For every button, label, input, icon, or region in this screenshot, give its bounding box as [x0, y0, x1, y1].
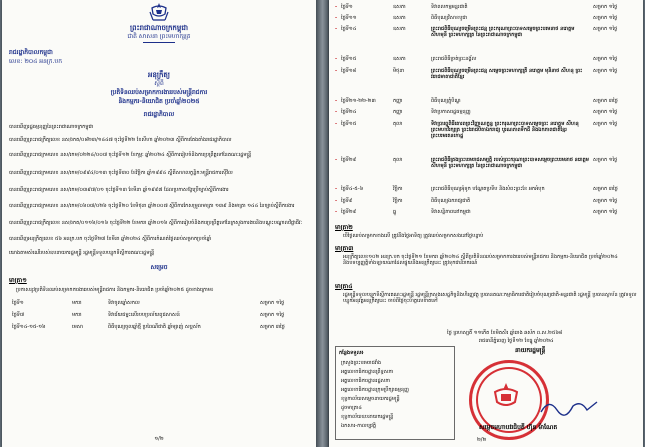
consideration-item: បានឃើញរដ្ឋធម្មនុញ្ញនៃព្រះរាជាណាចក្រកម្ពុជា	[9, 124, 94, 130]
holiday-name: ពិធីបុណ្យវិសាខបូជា	[431, 15, 468, 21]
holiday-row: - ថ្ងៃទី៩ វិច្ឆិកា ពិធីបុណ្យឯករាជ្យជាតិ សម្រាក ១ថ្ងៃ	[335, 198, 618, 204]
document-title-line-1: ប្រតិទិនឈប់សម្រាកការងាររបស់មន្ត្រីរាជការ	[110, 89, 208, 96]
holiday-date: ថ្ងៃទី៤-៥-៦	[341, 186, 364, 192]
recipient-item: ក្រសួងព្រះបរមរាជវាំង	[341, 360, 382, 366]
holiday-days: សម្រាក ១ថ្ងៃ	[593, 56, 618, 62]
holiday-days: សម្រាក ១ថ្ងៃ	[593, 68, 618, 74]
holiday-name: ព្រះរាជពិធីច្រត់ព្រះនង្គ័ល	[431, 56, 477, 62]
holiday-date: ថ្ងៃទី២១-២២-២៣	[341, 98, 376, 104]
document-page-2	[329, 0, 643, 447]
recipient-item: អគ្គលេខាធិការដ្ឋានក្រុមប្រឹក្សាធម្មនុញ្ញ	[341, 387, 409, 393]
holiday-row: - ថ្ងៃទី១ ឧសភា ទិវាពលកម្មអន្តរជាតិ សម្រាក ១ថ្ងៃ	[335, 4, 618, 10]
holiday-days: សម្រាក ១ថ្ងៃ	[260, 312, 285, 318]
holiday-date: ថ្ងៃទី២៤	[341, 109, 357, 115]
holiday-name: ទិវាប្រកាសរដ្ឋធម្មនុញ្ញ	[431, 109, 471, 115]
holiday-month: កញ្ញា	[393, 109, 403, 115]
holiday-row: - ថ្ងៃទី១៥ ឧសភា ព្រះរាជពិធីច្រត់ព្រះនង្គ័ល សម្រាក ១ថ្ងៃ	[335, 56, 618, 62]
holiday-date: ថ្ងៃទី១	[341, 4, 353, 10]
page-number: ២/២	[477, 437, 487, 443]
holiday-name: ព្រះរាជពិធីបុណ្យចម្រើនព្រះជន្ម ព្រះករុណាព្រះបាទសម្តេចព្រះបរមនាថ នរោត្តម សីហមុនី ព្រះមហាក្សត្រ នៃព្រះរាជាណាចក្រកម្ពុជា	[431, 26, 575, 38]
holiday-days: សម្រាក ១ថ្ងៃ	[593, 198, 618, 204]
ornament-divider	[143, 42, 175, 46]
document-subject-label: ស្តីពី	[154, 80, 164, 87]
holiday-days: សម្រាក ១ថ្ងៃ	[593, 15, 618, 21]
holiday-row	[12, 300, 308, 311]
recipients-box	[335, 346, 455, 440]
holiday-date: ថ្ងៃទី២៩	[341, 209, 357, 215]
holiday-month: កញ្ញា	[393, 98, 403, 104]
book-gutter	[316, 0, 329, 447]
holiday-name: ពិធីបុណ្យឯករាជ្យជាតិ	[431, 198, 471, 204]
seal-emblem-icon	[489, 380, 523, 414]
recipients-title: កន្លែងទទួល៖	[339, 350, 364, 356]
date-line-gregorian: រាជធានីភ្នំពេញ ថ្ងៃទី១២ ខែធ្នូ ឆ្នាំ២០២៤	[479, 338, 554, 344]
holiday-date: ថ្ងៃទី១	[12, 300, 24, 306]
holiday-row: - ថ្ងៃទី៤-៥-៦ វិច្ឆិកា ព្រះរាជពិធីបុណ្យអុំទូក បណ្តែតប្រទីប និងសំពះព្រះខែ អកអំបុក សម្រាក ៣ថ្ងៃ	[335, 186, 618, 192]
holiday-row: - ថ្ងៃទី១៤ ឧសភា ព្រះរាជពិធីបុណ្យចម្រើនព្រះជន្ម ព្រះករុណាព្រះបាទសម្តេចព្រះបរមនាថ នរោត្តម សីហមុនី ព្រះមហាក្សត្រ នៃព្រះរាជាណាចក្រកម្ពុជា សម្រាក ១ថ្ងៃ	[335, 26, 618, 38]
document-page-1	[2, 0, 316, 447]
recipient-item: ខុទ្ទកាល័យសម្តេចនាយករដ្ឋមន្ត្រី	[341, 396, 400, 402]
recipient-item: អគ្គលេខាធិការដ្ឋានរដ្ឋសភា	[341, 378, 391, 384]
signature-mark	[539, 396, 599, 418]
holiday-date: ថ្ងៃទី៩	[341, 198, 353, 204]
holiday-name: ព្រះរាជពិធីបុណ្យអុំទូក បណ្តែតប្រទីប និងសំពះព្រះខែ អកអំបុក	[431, 186, 545, 192]
consideration-item: បានឃើញព្រះរាជក្រមលេខ នស/រកម/០២២៤/០០៧ ចុះថ្ងៃទី១២ ខែកុម្ភៈ ឆ្នាំ២០២៤ ស្តីពីការរៀបចំនិងការប្រព្រឹត្តទៅនៃគណៈរដ្ឋមន្ត្រី	[9, 152, 252, 158]
holiday-date: ថ្ងៃទី១៤	[341, 26, 357, 32]
article-3-label: មាត្រា៣	[335, 245, 354, 252]
holiday-days: សម្រាក ១ថ្ងៃ	[260, 300, 285, 306]
date-line-lunar: ថ្ងៃ ព្រហស្បតិ៍ ១១កើត ខែមិគសិរ ឆ្នាំរោង ឆស័ក ព.ស.២៥៦៨	[447, 330, 563, 336]
holiday-name: ទិវាប្រារព្ធពិធីគោរពព្រះវិញ្ញាណក្ខន្ធ ព្រះករុណាព្រះបាទសម្តេចព្រះ នរោត្តម សីហនុ ព្រះមហាវីរក្សត្រ ព្រះវររាជបិតាឯករាជ្យ បូរណភាពទឹកដី និងឯកភាពជាតិខ្មែរ ព្រះបរមរតនកោដ្ឋ	[431, 121, 579, 139]
page-number: ១/២	[154, 436, 164, 442]
consideration-item: បានឃើញព្រះរាជក្រឹត្យលេខ នស/រកត/០១១៦/០១៦ ចុះថ្ងៃទី២២ ខែមករា ឆ្នាំ២០១៦ ស្តីពីការរៀបចំនិងការប្រព្រឹត្តទៅនៃក្រសួងការងារនិងបណ្តុះបណ្តាលវិជ្ជាជីវៈ	[9, 220, 303, 226]
holiday-month: ធ្នូ	[393, 209, 397, 215]
holiday-month: វិច្ឆិកា	[393, 198, 403, 204]
holiday-date: ថ្ងៃទី១៤-១៥-១៦	[12, 324, 46, 330]
holiday-row: - ថ្ងៃទី១១ ឧសភា ពិធីបុណ្យវិសាខបូជា សម្រាក ១ថ្ងៃ	[335, 15, 618, 21]
holiday-row: - ថ្ងៃទី២៩ តុលា ព្រះរាជពិធីគ្រងព្រះបរមរាជសម្បត្តិ របស់ព្រះករុណាព្រះបាទសម្តេចព្រះបរមនាថ នរោត្តម សីហមុនី ព្រះមហាក្សត្រ នៃព្រះរាជាណាចក្រកម្ពុជា សម្រាក ១ថ្ងៃ	[335, 157, 618, 169]
holiday-month: ឧសភា	[393, 15, 406, 21]
holiday-month: មិថុនា	[393, 68, 405, 74]
holiday-name: ទិវាសន្តិភាពនៅកម្ពុជា	[431, 209, 471, 215]
holiday-month: វិច្ឆិកា	[393, 186, 403, 192]
document-title-line-2: និងកម្មករ-និយោជិត ប្រចាំឆ្នាំ២០២៥	[118, 98, 200, 105]
holiday-row: - ថ្ងៃទី២១-២២-២៣ កញ្ញា ពិធីបុណ្យភ្ជុំបិណ្ឌ សម្រាក ៣ថ្ងៃ	[335, 98, 618, 104]
holiday-name: ទិវាពលកម្មអន្តរជាតិ	[431, 4, 468, 10]
holiday-month: មេសា	[72, 324, 84, 330]
holiday-row: - ថ្ងៃទី២៩ ធ្នូ ទិវាសន្តិភាពនៅកម្ពុជា សម្រាក ១ថ្ងៃ	[335, 209, 618, 215]
holiday-month: ឧសភា	[393, 26, 406, 32]
consideration-item: បានឃើញព្រះរាជក្រមលេខ នស/រកម/០៣៩៧/០១ ចុះថ្ងៃទី១៣ ខែមីនា ឆ្នាំ១៩៩៧ ដែលប្រកាសឱ្យប្រើច្បាប់ស្តីពីការងារ	[9, 187, 229, 193]
holiday-days: សម្រាក ៣ថ្ងៃ	[593, 98, 618, 104]
government-heading: រាជរដ្ឋាភិបាល	[143, 111, 175, 118]
holiday-month: មករា	[72, 312, 82, 318]
holiday-days: សម្រាក ១ថ្ងៃ	[593, 157, 618, 163]
holiday-date: ថ្ងៃទី១៨	[341, 68, 357, 74]
document-type: អនុក្រឹត្យ	[148, 71, 170, 79]
royal-coat-of-arms-icon	[148, 2, 170, 22]
holiday-date: ថ្ងៃទី២៩	[341, 157, 357, 163]
holiday-row: - ថ្ងៃទី២៤ កញ្ញា ទិវាប្រកាសរដ្ឋធម្មនុញ្ញ សម្រាក ១ថ្ងៃ	[335, 109, 618, 115]
article-2-text: បើថ្ងៃឈប់សម្រាកខាងលើ ត្រូវនឹងថ្ងៃអាទិត្យ ត្រូវឈប់សម្រាកសងនៅថ្ងៃបន្ទាប់	[343, 233, 484, 239]
article-1-text: ប្រកាសនូវប្រតិទិនឈប់សម្រាកការងាររបស់មន្ត្រីរាជការ និងកម្មករ-និយោជិត ប្រចាំឆ្នាំ២០២៥ ដូចខាងក្រោម៖	[16, 287, 214, 293]
signatory-name: សម្តេចមហាបវរធិបតី ហ៊ុន ម៉ាណែត	[479, 424, 558, 431]
holiday-days: សម្រាក ១ថ្ងៃ	[593, 209, 618, 215]
article-2-label: មាត្រា២	[335, 224, 353, 231]
consideration-item: បានឃើញព្រះរាជក្រមលេខ នស/រកម/០៦០៧/០២៦ ចុះថ្ងៃទី២០ ខែមិថុនា ឆ្នាំ២០០៧ ស្តីពីការកែសម្រួលមាត្រា ១៣៩ និងមាត្រា ១៤៤ នៃច្បាប់ស្តីពីការងារ	[9, 203, 295, 209]
holiday-days: សម្រាក ៣ថ្ងៃ	[260, 324, 285, 330]
national-motto: ជាតិ សាសនា ព្រះមហាក្សត្រ	[127, 33, 191, 40]
holiday-days: សម្រាក ១ថ្ងៃ	[593, 4, 618, 10]
holiday-days: សម្រាក ១ថ្ងៃ	[593, 26, 618, 32]
kingdom-title: ព្រះរាជាណាចក្រកម្ពុជា	[129, 24, 188, 32]
article-4-label: មាត្រា៤	[335, 283, 353, 290]
article-1-label: មាត្រា១	[9, 277, 27, 284]
article-4-text: រដ្ឋមន្ត្រីទទួលបន្ទុកទីស្តីការគណៈរដ្ឋមន្ត្រី រដ្ឋមន្ត្រីក្រសួងសេដ្ឋកិច្ចនិងហិរញ្ញវត្ថុ ប្រធានគណៈកម្មាធិការជាតិរៀបចំបុណ្យជាតិ-អន្តរជាតិ រដ្ឋមន្ត្រី ប្រធានស្ថាប័ន ត្រូវទទួលបន្ទុកអនុវត្តអនុក្រឹត្យនេះ ចាប់ពីថ្ងៃចុះហត្ថលេខាតទៅ	[343, 292, 637, 304]
recipient-item: ខុទ្ទកាល័យឧបនាយករដ្ឋមន្ត្រី	[341, 414, 394, 420]
holiday-month: ឧសភា	[393, 56, 406, 62]
holiday-days: សម្រាក ១ថ្ងៃ	[593, 109, 618, 115]
holiday-month: មករា	[72, 300, 82, 306]
holiday-row	[12, 312, 308, 323]
consideration-item: បានឃើញព្រះរាជក្រឹត្យលេខ នស/រកត/០៨២៣/១៤៤៧ ចុះថ្ងៃទី២២ ខែសីហា ឆ្នាំ២០២៣ ស្តីពីការតែងតាំងរាជរដ្ឋាភិបាល	[9, 137, 232, 143]
holiday-name: ពិធីបុណ្យភ្ជុំបិណ្ឌ	[431, 98, 461, 104]
holiday-month: តុលា	[393, 157, 403, 163]
holiday-date: ថ្ងៃទី៧	[12, 312, 25, 318]
holiday-date: ថ្ងៃទី១៥	[341, 121, 357, 127]
holiday-days: សម្រាក ១ថ្ងៃ	[593, 121, 618, 127]
article-3-text: អនុក្រឹត្យលេខ១០២ អនក្រ.បក ចុះថ្ងៃទី២១ ខែមករា ឆ្នាំ២០២៤ ស្តីពីប្រតិទិនឈប់សម្រាកការងាររបស់មន្ត្រីរាជការ និងកម្មករ-និយោជិត ប្រចាំឆ្នាំ២០២៤ និងបទប្បញ្ញត្តិទាំងឡាយណាដែលផ្ទុយនឹងអនុក្រឹត្យនេះ ត្រូវទុកជានិរាករណ៍	[343, 254, 618, 266]
holiday-name: ព្រះរាជពិធីបុណ្យចម្រើនព្រះជន្ម សម្តេចព្រះមហាក្សត្រី នរោត្តម មុនិនាថ សីហនុ ព្រះវររាជមាតាជាតិខ្មែរ	[431, 68, 583, 80]
reference-number: លេខ: ២០៤ អនក្រ.បក	[9, 58, 63, 65]
holiday-date: ថ្ងៃទី១៥	[341, 56, 357, 62]
decision-heading: សម្រេច	[150, 264, 168, 271]
consideration-item: យោងតាមសំណើរបស់ឧបនាយករដ្ឋមន្ត្រី រដ្ឋមន្ត្រីទទួលបន្ទុកទីស្តីការគណៈរដ្ឋមន្ត្រី	[9, 250, 155, 256]
holiday-row: - ថ្ងៃទី១៨ មិថុនា ព្រះរាជពិធីបុណ្យចម្រើនព្រះជន្ម សម្តេចព្រះមហាក្សត្រី នរោត្តម មុនិនាថ សីហនុ ព្រះវររាជមាតាជាតិខ្មែរ សម្រាក ១ថ្ងៃ	[335, 68, 618, 80]
holiday-name: ទិវាចូលឆ្នាំសកល	[108, 300, 140, 306]
consideration-item: បានឃើញព្រះរាជក្រមលេខ នស/រកម/០៩៩៤/០១៣ ចុះថ្ងៃទី៣០ ខែវិច្ឆិកា ឆ្នាំ១៩៩៤ ស្តីពីសហលក្ខន្តិកៈមន្ត្រីរាជការស៊ីវិល	[9, 170, 233, 176]
holiday-month: ឧសភា	[393, 4, 406, 10]
holiday-name: ពិធីបុណ្យចូលឆ្នាំថ្មី ប្រពៃណីជាតិ ឆ្នាំម្សាញ់ សប្តស័ក	[108, 324, 201, 330]
recipient-item: ដូចមាត្រា៤	[341, 405, 362, 411]
holiday-name: ព្រះរាជពិធីគ្រងព្រះបរមរាជសម្បត្តិ របស់ព្រះករុណាព្រះបាទសម្តេចព្រះបរមនាថ នរោត្តម សីហមុនី ព្រះមហាក្សត្រ នៃព្រះរាជាណាចក្រកម្ពុជា	[431, 157, 589, 169]
recipient-item: ឯកសារ-កាលប្បវត្តិ	[341, 423, 377, 429]
prime-minister-title: នាយករដ្ឋមន្ត្រី	[515, 347, 546, 354]
holiday-date: ថ្ងៃទី១១	[341, 15, 357, 21]
holiday-days: សម្រាក ៣ថ្ងៃ	[593, 186, 618, 192]
consideration-item: បានឃើញអនុក្រឹត្យលេខ ៥៦ អនក្រ.បក ចុះថ្ងៃទី២៧ ខែមីនា ឆ្នាំ២០២៤ ស្តីពីការកំណត់ថ្ងៃឈប់សម្រាកប្រចាំឆ្នាំ	[9, 236, 212, 242]
government-label: រាជរដ្ឋាភិបាលកម្ពុជា	[9, 49, 53, 56]
recipient-item: អគ្គលេខាធិការដ្ឋានព្រឹទ្ធសភា	[341, 369, 394, 375]
holiday-row: - ថ្ងៃទី១៥ តុលា ទិវាប្រារព្ធពិធីគោរពព្រះវិញ្ញាណក្ខន្ធ ព្រះករុណាព្រះបាទសម្តេចព្រះ នរោត្តម សីហនុ ព្រះមហាវីរក្សត្រ ព្រះវររាជបិតាឯករាជ្យ បូរណភាពទឹកដី និងឯកភាពជាតិខ្មែរ ព្រះបរមរតនកោដ្ឋ សម្រាក ១ថ្ងៃ	[335, 121, 618, 139]
holiday-name: ទិវាជ័យជម្នះលើរបបប្រល័យពូជសាសន៍	[108, 312, 180, 318]
holiday-month: តុលា	[393, 121, 403, 127]
holiday-row	[12, 324, 308, 335]
